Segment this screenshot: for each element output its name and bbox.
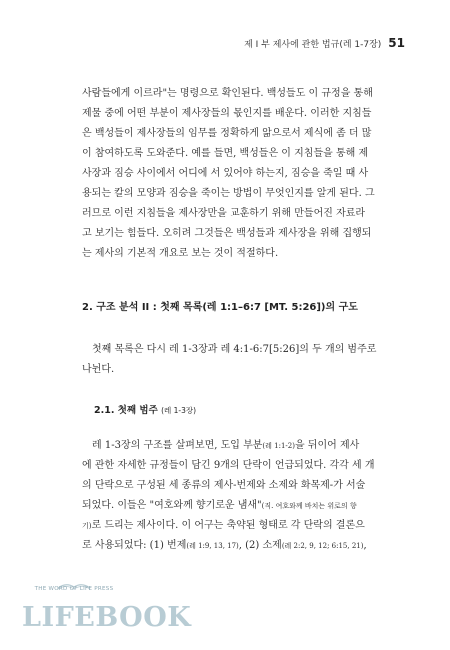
text-run: 레 1-3장의 구조를 살펴보면, 도입 부분 — [92, 440, 263, 451]
paragraph-line: 첫째 목록은 다시 레 1-3장과 레 4:1-6:7[5:26]의 두 개의 범주로 — [92, 344, 377, 355]
text-run: , — [363, 540, 367, 551]
paragraph-line: 제물 중에 어떤 부분이 제사장들의 몫인지를 배운다. 이러한 지침들 — [82, 108, 372, 119]
paragraph-line: 고 보기는 힘들다. 오히려 그것들은 백성들과 제사장을 위해 집행되 — [82, 228, 372, 239]
paragraph-line: 사장과 짐승 사이에서 어디에 서 있어야 하는지, 짐승을 죽일 때 사 — [82, 168, 369, 179]
running-title: 제 I 부 제사에 관한 법규(레 1-7장) — [244, 40, 382, 50]
paragraph-line: 의 단락으로 구성된 세 종류의 제사-번제와 소제와 화목제-가 서술 — [82, 480, 366, 491]
scripture-reference: (레 1:1-2) — [262, 442, 295, 450]
inline-note: 기) — [82, 522, 92, 530]
text-run: 로 드리는 제사이다. 이 어구는 축약된 형태로 각 단락의 결론으 — [91, 520, 365, 531]
inline-note: (직. 여호와께 바치는 위로의 향 — [261, 502, 357, 510]
paragraph-line: 는 제사의 기본적 개요로 보는 것이 적절하다. — [82, 248, 279, 259]
text-run: , (2) 소제 — [238, 540, 282, 551]
subsection-reference: (레 1-3장) — [161, 406, 197, 415]
paragraph-line: 은 백성들이 제사장들의 임무를 정확하게 앎으로서 제식에 좀 더 많 — [82, 128, 372, 139]
paragraph-line: 나뉜다. — [82, 364, 115, 375]
text-run: 을 뒤이어 제사 — [294, 440, 360, 451]
page-number: 51 — [388, 36, 405, 50]
text-run: 로 사용되었다: (1) 번제 — [82, 540, 187, 551]
paragraph-line: 러므로 이런 지침들을 제사장만을 교훈하기 위해 만들어진 자료라 — [82, 208, 366, 219]
body-paragraph-1 — [82, 84, 387, 264]
paragraph-line — [82, 496, 387, 516]
scripture-reference: (레 2:2, 9, 12; 6:15, 21) — [281, 542, 364, 550]
body-paragraph-2 — [82, 340, 387, 380]
paragraph-line — [82, 536, 387, 556]
subsection-title: 2.1. 첫째 범주 — [94, 405, 158, 416]
text-run: 되었다. 이들은 "여호와께 향기로운 냄새" — [82, 500, 262, 511]
publisher-wordmark: LIFEBOOK — [22, 602, 192, 633]
paragraph-line: 사람들에게 이르라"는 명령으로 확인된다. 백성들도 이 규정을 통해 — [82, 88, 373, 99]
running-header — [244, 36, 405, 50]
paragraph-line — [82, 516, 387, 536]
scripture-reference: (레 1:9, 13, 17) — [186, 542, 239, 550]
paragraph-line: 이 참여하도록 도와준다. 예를 들면, 백성들은 이 지침들을 통해 제 — [82, 148, 369, 159]
paragraph-line: 용되는 칼의 모양과 짐승을 죽이는 방법이 무엇인지를 알게 된다. 그 — [82, 188, 375, 199]
publisher-logo — [22, 582, 192, 640]
body-paragraph-3 — [82, 436, 387, 556]
section-heading: 2. 구조 분석 II : 첫째 목록(레 1:1–6:7 [MT. 5:26])의 구도 — [82, 302, 358, 313]
paragraph-line — [82, 436, 387, 456]
paragraph-line: 에 관한 자세한 규정들이 담긴 9개의 단락이 언급되었다. 각각 세 개 — [82, 460, 375, 471]
subsection-heading — [94, 402, 196, 416]
publisher-tagline: THE WORD OF LIFE PRESS — [34, 586, 114, 592]
